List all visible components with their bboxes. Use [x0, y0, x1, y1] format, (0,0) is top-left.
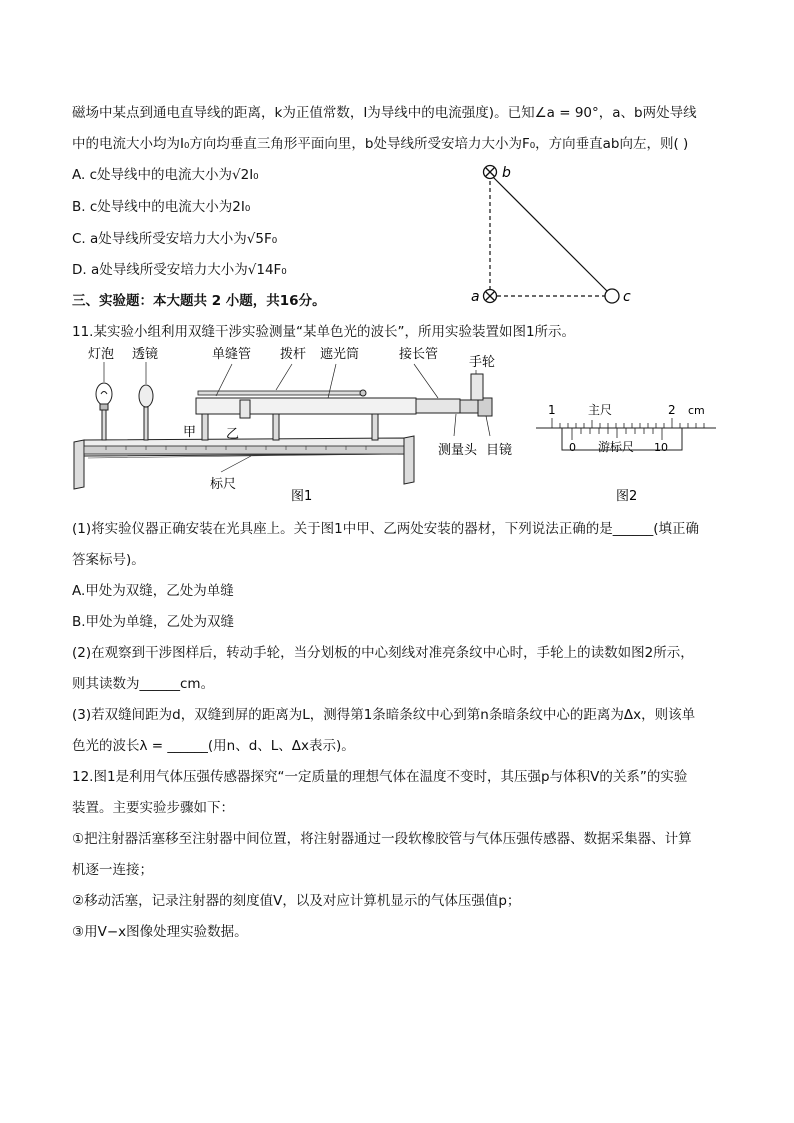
vernier-10: 10 [654, 441, 668, 454]
triangle-wires-figure [462, 160, 652, 310]
q11-option-a: A.甲处为双缝，乙处为单缝 [72, 583, 234, 599]
wire-c-icon [605, 289, 619, 303]
main-scale-unit: cm [688, 404, 705, 417]
q10-option-b: B. c处导线中的电流大小为2I₀ [72, 199, 251, 215]
lens-icon [139, 385, 153, 440]
wire-a-into-page-icon [484, 290, 497, 303]
label-c: c [623, 289, 631, 305]
q10-line2: 中的电流大小均为I₀方向均垂直三角形平面向里，b处导线所受安培力大小为F₀，方向垂直ab向左，则( ) [72, 136, 689, 152]
wire-b-into-page-icon [484, 166, 497, 179]
label-handwheel: 手轮 [469, 355, 496, 370]
q12-step3: ③用V−x图像处理实验数据。 [72, 924, 248, 940]
q11-option-b: B.甲处为单缝，乙处为双缝 [72, 614, 235, 630]
label-yi: 乙 [226, 427, 240, 442]
q10-option-a: A. c处导线中的电流大小为√2I₀ [72, 167, 259, 183]
main-scale-2: 2 [668, 403, 676, 417]
q12-stem-line2: 装置。主要实验步骤如下： [72, 800, 234, 816]
q11-stem: 11.某实验小组利用双缝干涉实验测量“某单色光的波长”，所用实验装置如图1所示。 [72, 324, 576, 340]
q12-step2: ②移动活塞，记录注射器的刻度值V，以及对应计算机显示的气体压强值p； [72, 893, 521, 909]
label-extension: 接长管 [399, 347, 439, 362]
q12-step1-line1: ①把注射器活塞移至注射器中间位置，将注射器通过一段软橡胶管与气体压强传感器、数据采集器、计算 [72, 831, 692, 847]
label-b: b [502, 165, 511, 181]
label-jia: 甲 [183, 425, 197, 440]
section-3-heading: 三、实验题：本大题共 2 小题，共16分。 [72, 293, 326, 309]
q11-part2-line1: (2)在观察到干涉图样后，转动手轮，当分划板的中心刻线对准亮条纹中心时，手轮上的读数如图2所示， [72, 645, 694, 661]
label-hood: 遮光筒 [320, 347, 360, 362]
label-eyepiece: 目镜 [486, 443, 513, 458]
main-scale-label: 主尺 [588, 403, 613, 417]
q11-part3-line1: (3)若双缝间距为d，双缝到屏的距离为L，测得第1条暗条纹中心到第n条暗条纹中心的距离为Δx，则该单 [72, 707, 696, 723]
q10-line1: 磁场中某点到通电直导线的距离，k为正值常数，I为导线中的电流强度)。已知∠a = 90°，a、b两处导线 [72, 105, 697, 121]
vernier-label: 游标尺 [598, 440, 635, 454]
label-scale: 标尺 [210, 477, 237, 492]
main-scale-ticks [552, 418, 704, 428]
optical-bench-rail [74, 436, 414, 489]
q12-stem-line1: 12.图1是利用气体压强传感器探究“一定质量的理想气体在温度不变时，其压强p与体积V的关系”的实验 [72, 769, 688, 785]
label-bulb: 灯泡 [88, 347, 115, 362]
q10-option-d: D. a处导线所受安培力大小为√14F₀ [72, 262, 287, 278]
label-measuring-head: 测量头 [438, 443, 478, 458]
q11-part1-line2: 答案标号)。 [72, 552, 145, 568]
label-a: a [471, 289, 480, 305]
figure2-caption: 图2 [616, 489, 638, 504]
q12-step1-line2: 机逐一连接； [72, 862, 153, 878]
q11-part1-line1: (1)将实验仪器正确安装在光具座上。关于图1中甲、乙两处安装的器材，下列说法正确的是______(填正确 [72, 521, 699, 537]
bulb-icon [96, 383, 112, 440]
main-scale-1: 1 [548, 403, 556, 417]
q11-part2-line2: 则其读数为______cm。 [72, 676, 215, 692]
label-lever: 拨杆 [280, 347, 307, 362]
label-lens: 透镜 [132, 347, 159, 362]
vernier-0: 0 [569, 441, 576, 454]
figure1-apparatus [66, 342, 526, 507]
q11-part3-line2: 色光的波长λ = ______(用n、d、L、Δx表示)。 [72, 738, 355, 754]
q10-option-c: C. a处导线所受安培力大小为√5F₀ [72, 231, 278, 247]
figure1-caption: 图1 [291, 489, 313, 504]
label-single-slit-tube: 单缝管 [212, 347, 252, 362]
figure2-vernier-caliper [532, 394, 722, 506]
